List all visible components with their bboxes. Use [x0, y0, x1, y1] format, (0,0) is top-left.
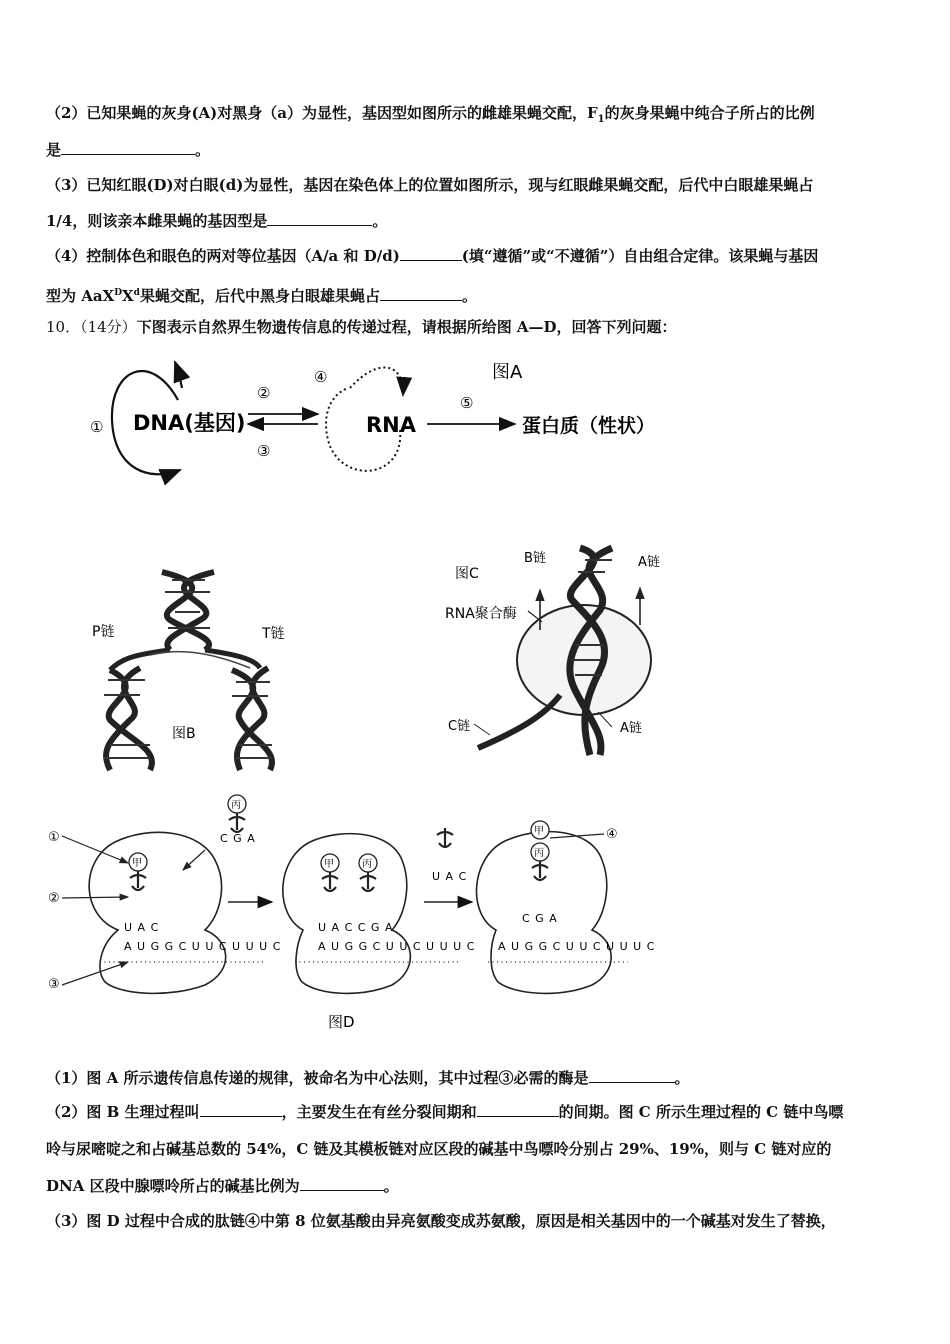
figure-d	[48, 795, 655, 1031]
q9-part4-line2: 型为 $AaX^DX^d$果蝇交配，后代中黑身白眼雄果蝇占 。	[46, 287, 477, 305]
q10-heading: 10．（14分）下图表示自然界生物遗传信息的传递过程，请根据所给图 A—D，回答下列问题：	[46, 318, 677, 336]
p-chain-label: P链	[92, 624, 115, 640]
q9-part4-line1: （4）控制体色和眼色的两对等位基因（A/a 和 D/d) (填“遵循”或“不遵循”）自由组合定律。该果蝇与基因	[46, 247, 819, 265]
svg-text:甲: 甲	[324, 859, 334, 870]
process-1-label: ①	[90, 418, 104, 436]
figure-b-title: 图B	[172, 726, 196, 742]
svg-text:C G A: C G A	[522, 912, 558, 925]
figure-b	[92, 572, 285, 770]
t-strand	[205, 650, 260, 668]
c-chain-label: C链	[448, 719, 471, 734]
a-chain-bottom-label: A链	[620, 721, 642, 736]
figure-c	[445, 548, 660, 755]
a-chain-top-label: A链	[638, 555, 660, 570]
label-4: ④	[606, 827, 618, 842]
figure-a-title: 图A	[492, 362, 523, 383]
q10-part1: （1）图 A 所示遗传信息传递的规律，被命名为中心法则，其中过程③必需的酶是 。	[46, 1069, 690, 1087]
q10-part3: （3）图 D 过程中合成的肽链④中第 8 位氨基酸由异亮氨酸变成苏氨酸，原因是相关基因中的一个碱基对发生了替换，	[46, 1212, 836, 1230]
process-3-label: ③	[257, 442, 271, 460]
label-2: ②	[48, 891, 60, 906]
svg-text:丙: 丙	[362, 859, 372, 870]
dna-label: DNA(基因)	[133, 411, 246, 435]
label-3: ③	[48, 977, 60, 992]
ribosome-2	[283, 834, 411, 994]
replication-arrow-head	[175, 362, 182, 388]
answer-blank[interactable]	[200, 1102, 282, 1117]
q9-part3-line1: （3）已知红眼(D)对白眼(d)为显性，基因在染色体上的位置如图所示，现与红眼雌果蝇交配，后代中白眼雄果蝇占	[46, 176, 814, 194]
svg-text:丙: 丙	[534, 848, 544, 859]
process-2-label: ②	[257, 384, 271, 402]
q9-part2-line2: 是 。	[46, 141, 211, 159]
process-5-label: ⑤	[460, 394, 474, 412]
ribosome-1	[89, 832, 226, 993]
svg-text:甲: 甲	[132, 858, 142, 869]
svg-text:A U G G C U U C U U U C: A U G G C U U C U U U C	[318, 940, 476, 953]
svg-text:A U G G C U U C U U U C: A U G G C U U C U U U C	[498, 940, 656, 953]
figure-d-title: 图D	[328, 1013, 355, 1031]
svg-text:U A C: U A C	[432, 870, 468, 883]
q10-part2-line3: DNA 区段中腺嘌呤所占的碱基比例为 。	[46, 1177, 399, 1195]
figure-a	[90, 362, 655, 474]
q9-part3-line2: 1/4，则该亲本雌果蝇的基因型是 。	[46, 212, 388, 230]
q10-part2-line2: 呤与尿嘧啶之和占碱基总数的 54%，C 链及其模板链对应区段的碱基中鸟嘌呤分别占 29%、19%，则与 C 链对应的	[46, 1140, 832, 1158]
svg-text:U A C: U A C	[124, 921, 160, 934]
rna-replication-arrow	[350, 367, 403, 395]
q9-part2-line1: （2）已知果蝇的灰身(A)对黑身（a）为显性，基因型如图所示的雌雄果蝇交配，$F_1$的灰身果蝇中纯合子所占的比例	[46, 104, 815, 125]
svg-text:C G A: C G A	[220, 832, 256, 845]
answer-blank[interactable]	[477, 1102, 559, 1117]
answer-blank[interactable]	[589, 1068, 675, 1083]
svg-text:甲: 甲	[534, 826, 544, 837]
q10-part2-line1: （2）图 B 生理过程叫 ，主要发生在有丝分裂间期和 的间期。图 C 所示生理过程的 C 链中鸟嘌	[46, 1103, 844, 1121]
svg-text:A U G G C U U C U U U C: A U G G C U U C U U U C	[124, 940, 282, 953]
label-1: ①	[48, 830, 60, 845]
process-4-label: ④	[314, 368, 328, 386]
figure-c-title: 图C	[455, 566, 479, 582]
b-chain-label: B链	[524, 551, 546, 566]
rna-polymerase-label: RNA聚合酶	[445, 606, 517, 622]
protein-label: 蛋白质（性状）	[522, 415, 656, 437]
trna-icon	[229, 813, 245, 832]
svg-text:U A C C G A: U A C C G A	[318, 921, 394, 934]
rna-label: RNA	[366, 413, 416, 437]
svg-text:丙: 丙	[231, 800, 241, 811]
t-chain-label: T链	[262, 626, 285, 642]
answer-blank[interactable]	[300, 1176, 384, 1191]
